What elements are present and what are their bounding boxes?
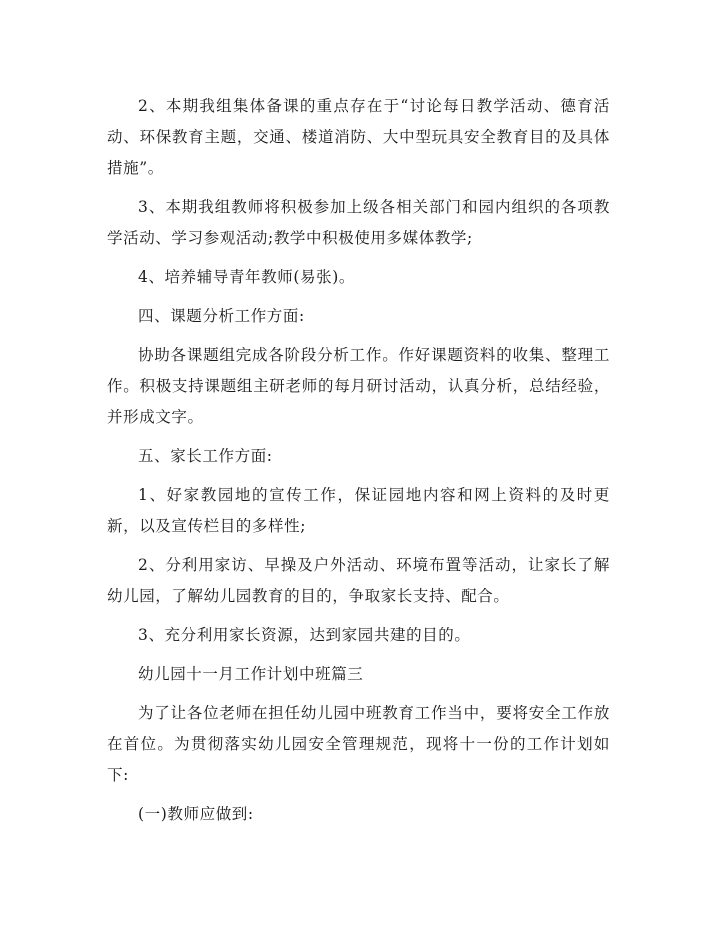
subheading-teachers: (一)教师应做到: xyxy=(138,805,254,823)
paragraph-lesson-prep: 2、本期我组集体备课的重点存在于“讨论每日教学活动、德育活动、环保教育主题，交通、楼道消防、大中型玩具安全教育目的及具体措施”。 xyxy=(107,97,610,177)
section-heading-research: 四、课题分析工作方面: xyxy=(138,307,305,325)
paragraph-mentoring: 4、培养辅导青年教师(易张)。 xyxy=(138,268,355,286)
paragraph-parent-resources: 3、充分利用家长资源，达到家园共建的目的。 xyxy=(138,626,471,644)
document-body xyxy=(107,91,610,838)
paragraph-safety-intro: 为了让各位老师在担任幼儿园中班教育工作当中，要将安全工作放在首位。为贯彻落实幼儿园安全管理规范，现将十一份的工作计划如下: xyxy=(107,704,610,784)
paragraph-parent-visits: 2、分利用家访、早操及户外活动、环境布置等活动，让家长了解幼儿园，了解幼儿园教育的目的，争取家长支持、配合。 xyxy=(107,556,610,605)
paragraph-research: 协助各课题组完成各阶段分析工作。作好课题资料的收集、整理工作。积极支持课题组主研老师的每月研讨活动，认真分析，总结经验，并形成文字。 xyxy=(107,346,610,426)
paragraph-teacher-activities: 3、本期我组教师将积极参加上级各相关部门和园内组织的各项教学活动、学习参观活动;教学中积极使用多媒体教学; xyxy=(107,198,610,247)
plan-title: 幼儿园十一月工作计划中班篇三 xyxy=(138,665,364,683)
paragraph-parent-publicity: 1、好家教园地的宣传工作，保证园地内容和网上资料的及时更新，以及宣传栏目的多样性; xyxy=(107,486,610,535)
section-heading-parents: 五、家长工作方面: xyxy=(138,447,273,465)
